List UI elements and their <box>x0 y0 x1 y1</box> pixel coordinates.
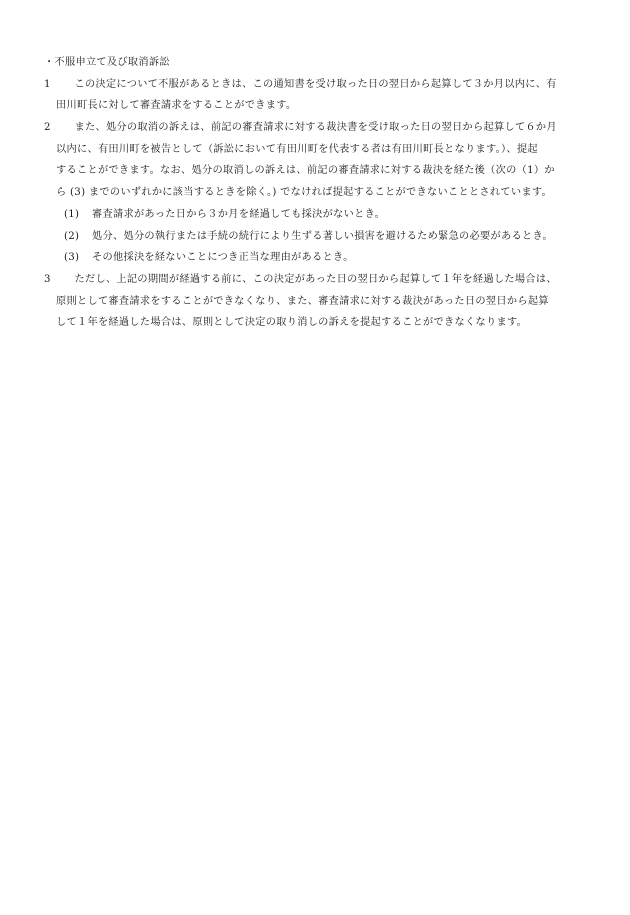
list-item-text: 処分、処分の執行または手続の続行により生ずる著しい損害を避けるため緊急の必要があるとき。 <box>92 230 554 242</box>
paragraph-3-line-3: して１年を経過した場合は、原則として決定の取り消しの訴えを提起することができなくなります。 <box>56 317 528 329</box>
paragraph-2-line-4: ら (3) までのいずれかに該当するときを除く。) でなければ提起することができないこととされています。 <box>56 187 553 199</box>
paragraph-1-line-1 <box>44 74 592 96</box>
list-item-text: 審査請求があった日から３か月を経過しても採決がないとき。 <box>92 208 386 220</box>
list-item <box>44 204 592 226</box>
paragraph-1-line-2: 田川町長に対して審査請求をすることができます。 <box>56 100 297 112</box>
list-item <box>44 226 592 248</box>
paragraph-number: 3 <box>44 273 51 285</box>
list-item-text: その他採決を経ないことにつき正当な理由があるとき。 <box>92 252 354 264</box>
paragraph-2-line-3: することができます。なお、処分の取消しの訴えは、前記の審査請求に対する裁決を経た後（次の（1）か <box>56 165 555 177</box>
paragraph-2-line-1 <box>44 117 592 139</box>
section-heading: ・不服申立て及び取消訴訟 <box>44 57 170 68</box>
paragraph-text: ただし、上記の期間が経過する前に、この決定があった日の翌日から起算して１年を経過した場合は、 <box>64 273 557 285</box>
paragraph-number: 2 <box>44 122 51 134</box>
appeal-notice-text <box>44 52 592 334</box>
paragraph-3-line-2: 原則として審査請求をすることができなくなり、また、審査請求に対する裁決があった日の翌日から起算 <box>56 295 549 307</box>
paragraph-2-line-2: 以内に、有田川町を被告として（訴訟において有田川町を代表する者は有田川町長となります。）、提起 <box>56 143 538 155</box>
paragraph-text: また、処分の取消の訴えは、前記の審査請求に対する裁決書を受け取った日の翌日から起算して６か月 <box>64 122 557 134</box>
list-item <box>44 247 592 269</box>
list-item-number: (2) <box>64 230 80 242</box>
paragraph-number: 1 <box>44 78 51 90</box>
list-item-number: (3) <box>64 252 80 264</box>
paragraph-text: この決定について不服があるときは、この通知書を受け取った日の翌日から起算して３か月以内に、有 <box>64 78 557 90</box>
list-item-number: (1) <box>64 208 80 220</box>
paragraph-3-line-1 <box>44 269 592 291</box>
